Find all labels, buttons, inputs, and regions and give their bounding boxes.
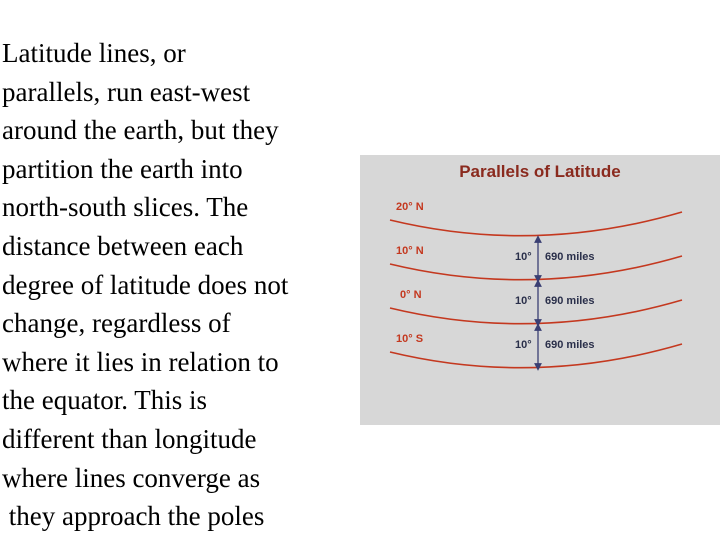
latitude-label: 20° N: [396, 201, 424, 213]
text-line: parallels, run east-west: [2, 76, 251, 107]
figure-title: Parallels of Latitude: [459, 162, 621, 181]
text-line: change, regardless of: [2, 308, 231, 339]
text-line: degree of latitude does not: [2, 269, 289, 300]
latitude-label: 10° N: [396, 245, 424, 257]
interval-distance: 690 miles: [545, 339, 595, 351]
interval-degrees: 10°: [515, 251, 532, 263]
interval-degrees: 10°: [515, 339, 532, 351]
interval-degrees: 10°: [515, 295, 532, 307]
text-line: where it lies in relation to: [2, 346, 279, 377]
text-line: around the earth, but they: [2, 115, 279, 146]
interval-distance: 690 miles: [545, 295, 595, 307]
latitude-label: 10° S: [396, 333, 424, 345]
text-line: partition the earth into: [2, 153, 243, 184]
text-line: they approach the poles: [2, 501, 265, 532]
parallel-line-20n: [390, 212, 682, 236]
parallel-line-0n: [390, 300, 682, 324]
text-line: distance between each: [2, 230, 244, 261]
parallel-line-10s: [390, 344, 682, 368]
text-line: where lines converge as: [2, 462, 261, 493]
text-line: different than longitude: [2, 423, 257, 454]
text-line: Latitude lines, or: [2, 38, 186, 68]
parallel-line-10n: [390, 256, 682, 280]
parallels-diagram: [360, 155, 720, 425]
text-line: the equator. This is: [2, 385, 207, 416]
interval-distance: 690 miles: [545, 251, 595, 263]
latitude-label: 0° N: [400, 289, 422, 301]
parallels-figure: [360, 155, 720, 425]
text-line: north-south slices. The: [2, 192, 249, 223]
body-paragraph: [2, 34, 352, 536]
